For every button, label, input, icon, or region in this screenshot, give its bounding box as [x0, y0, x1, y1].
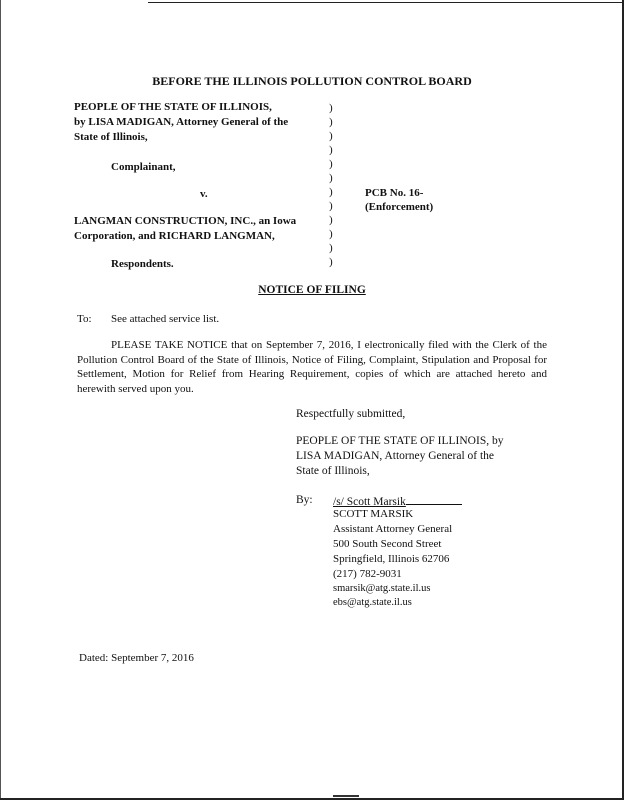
complainant-line-3: State of Illinois, — [74, 131, 148, 143]
signatory-line-1: PEOPLE OF THE STATE OF ILLINOIS, by — [296, 435, 504, 447]
attorney-email-2: ebs@atg.state.il.us — [333, 597, 412, 608]
attorney-name: SCOTT MARSIK — [333, 508, 414, 520]
signature-line — [406, 493, 462, 505]
complainant-line-1: PEOPLE OF THE STATE OF ILLINOIS, — [74, 101, 272, 113]
dated: Dated: September 7, 2016 — [79, 652, 194, 664]
signatory-line-2: LISA MADIGAN, Attorney General of the — [296, 450, 495, 462]
scan-border-top — [148, 2, 624, 3]
notice-heading: NOTICE OF FILING — [258, 284, 366, 296]
closing: Respectfully submitted, — [296, 408, 406, 420]
scan-mark — [333, 795, 359, 797]
paren-8: ) — [329, 200, 333, 212]
paren-3: ) — [329, 130, 333, 142]
to-value: See attached service list. — [111, 313, 220, 325]
signatory-line-3: State of Illinois, — [296, 465, 370, 477]
by-label: By: — [296, 494, 313, 506]
attorney-title: Assistant Attorney General — [333, 523, 453, 535]
signature-text: /s/ Scott Marsik — [333, 496, 406, 508]
case-type: (Enforcement) — [365, 201, 434, 213]
paren-6: ) — [329, 172, 333, 184]
attorney-email-1: smarsik@atg.state.il.us — [333, 583, 431, 594]
paren-1: ) — [329, 102, 333, 114]
paren-4: ) — [329, 144, 333, 156]
board-title: BEFORE THE ILLINOIS POLLUTION CONTROL BOARD — [152, 74, 472, 88]
case-number: PCB No. 16- — [365, 187, 424, 199]
paren-5: ) — [329, 158, 333, 170]
paren-12: ) — [329, 256, 333, 268]
notice-paragraph: PLEASE TAKE NOTICE that on September 7, 2016, I electronically filed with the Clerk of the Pollution Control Board of the State of Illinois, Notice of Filing, Complaint, Stipulation and Proposal for Settlement, Motion for Relief from Hearing Requirement, copies of which are attached hereto and herewith served upon you. — [77, 339, 547, 395]
scan-border-left — [0, 0, 1, 800]
paren-10: ) — [329, 228, 333, 240]
to-label: To: — [77, 313, 92, 325]
versus: v. — [200, 188, 208, 200]
respondent-role: Respondents. — [111, 258, 174, 270]
complainant-role: Complainant, — [111, 161, 176, 173]
paren-2: ) — [329, 116, 333, 128]
respondent-line-1: LANGMAN CONSTRUCTION, INC., an Iowa — [74, 215, 297, 227]
paren-9: ) — [329, 214, 333, 226]
respondent-line-2: Corporation, and RICHARD LANGMAN, — [74, 230, 275, 242]
complainant-line-2: by LISA MADIGAN, Attorney General of the — [74, 116, 289, 128]
attorney-street: 500 South Second Street — [333, 538, 442, 550]
paren-11: ) — [329, 242, 333, 254]
attorney-city: Springfield, Illinois 62706 — [333, 553, 450, 565]
paren-7: ) — [329, 186, 333, 198]
attorney-phone: (217) 782-9031 — [333, 568, 402, 580]
